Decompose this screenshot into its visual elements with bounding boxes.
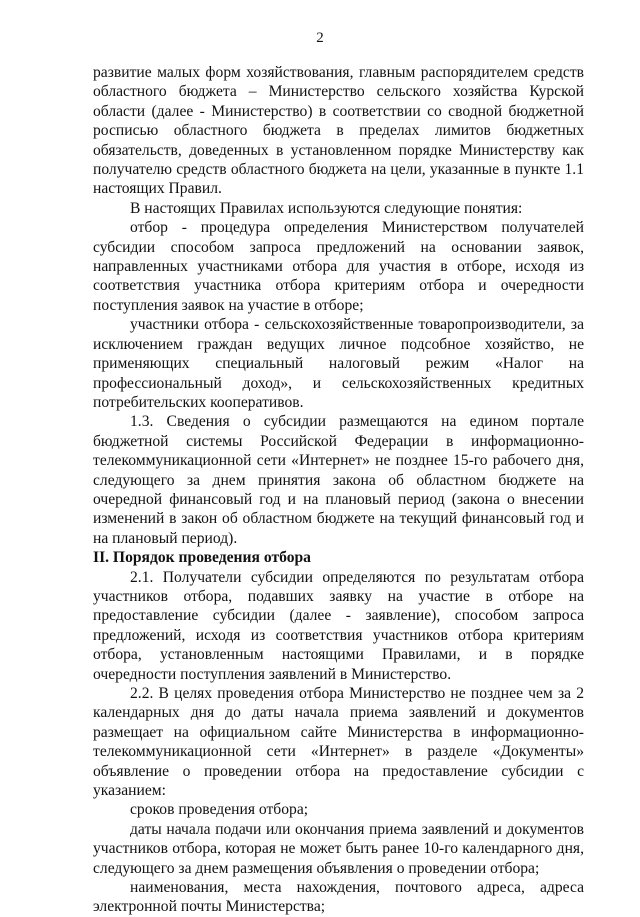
paragraph-2-1: 2.1. Получатели субсидии определяются по результатам отбора участников отбора, подавших заявку на участие в отборе на предоставление субсидии (далее - заявление), способом запроса предложений, исходя из соответствия участников отбора критериям отбора, установленным настоящими Правилами, и в порядке очередности поступления заявлений в Министерство. <box>93 568 584 683</box>
paragraph-1-3: 1.3. Сведения о субсидии размещаются на едином портале бюджетной системы Российской Федерации в информационно-телекоммуникационной сети «Интернет» не позднее 15-го рабочего дня, следующего за днем принятия закона об областном бюджете на очередной финансовый год и на плановый период (закона о внесении изменений в закон об областном бюджете на текущий финансовый год и на плановый период). <box>93 413 584 547</box>
paragraph-intro-continuation: развитие малых форм хозяйствования, главным распорядителем средств областного бюджета – Министерство сельского хозяйства Курской области (далее - Министерство) в соответствии со сводной бюджетной росписью областного бюджета в пределах лимитов бюджетных обязательств, доведенных в установленном порядке Министерству как получателю средств областного бюджета на цели, указанные в пункте 1.1 настоящих Правил. <box>93 64 584 198</box>
document-body <box>93 63 584 917</box>
paragraph-definitions-intro: В настоящих Правилах используются следующие понятия: <box>130 199 523 217</box>
paragraph-item-deadlines: сроков проведения отбора; <box>130 801 309 819</box>
paragraph-definition-selection: отбор - процедура определения Министерством получателей субсидии способом запроса предложений на основании заявок, направленных участниками отбора для участия в отборе, исходя из соответствия участника отбора критериям отбора и очередности поступления заявок на участие в отборе; <box>93 219 584 314</box>
section-heading: II. Порядок проведения отбора <box>93 549 311 567</box>
paragraph-item-address: наименования, места нахождения, почтового адреса, адреса электронной почты Министерства; <box>93 879 584 916</box>
paragraph-definition-participants: участники отбора - сельскохозяйственные товаропроизводители, за исключением граждан ведущих личное подсобное хозяйство, не применяющих специальный налоговый режим «Налог на профессиональный доход», и сельскохозяйственных кредитных потребительских кооперативов. <box>93 316 584 411</box>
page-number: 2 <box>316 30 324 46</box>
paragraph-item-dates: даты начала подачи или окончания приема заявлений и документов участников отбора, которая не может быть ранее 10-го календарного дня, следующего за днем размещения объявления о проведении отбора; <box>93 820 584 877</box>
paragraph-2-2: 2.2. В целях проведения отбора Министерство не позднее чем за 2 календарных дня до даты начала приема заявлений и документов размещает на официальном сайте Министерства в информационно-телекоммуникационной сети «Интернет» в разделе «Документы» объявление о проведении отбора на предоставление субсидии с указанием: <box>93 685 584 800</box>
